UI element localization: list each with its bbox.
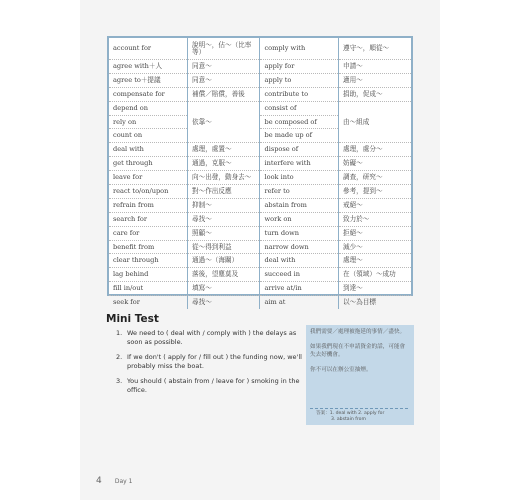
zh-meaning: 參考，提到～ — [339, 185, 412, 199]
mini-test-title: Mini Test — [106, 313, 159, 325]
en-phrase: deal with — [260, 254, 339, 268]
en-phrase: leave for — [109, 171, 188, 185]
zh-meaning: 通過～（海關） — [188, 254, 260, 268]
en-phrase: deal with — [109, 143, 188, 157]
table-row — [109, 171, 411, 185]
en-phrase: apply to — [260, 73, 339, 87]
table-row — [109, 73, 411, 87]
table-row — [109, 226, 411, 240]
table-row — [109, 240, 411, 254]
question-text: You should ( abstain from / leave for ) smoking in the office. — [127, 377, 300, 394]
en-phrase: refrain from — [109, 198, 188, 212]
zh-meaning: 尋找～ — [188, 212, 260, 226]
en-phrase: consist of — [260, 101, 339, 115]
en-phrase: look into — [260, 171, 339, 185]
en-phrase: agree to＋提議 — [109, 73, 188, 87]
zh-meaning: 調查，研究～ — [339, 171, 412, 185]
answer-divider — [310, 408, 408, 409]
phrase-table — [109, 38, 411, 309]
question-item — [116, 377, 306, 395]
zh-meaning: 在（領域）～成功 — [339, 268, 412, 282]
en-phrase: compensate for — [109, 87, 188, 101]
en-phrase: contribute to — [260, 87, 339, 101]
table-row — [109, 60, 411, 74]
zh-meaning: 從～得到利益 — [188, 240, 260, 254]
question-number: 2. — [116, 353, 123, 361]
en-phrase: narrow down — [260, 240, 339, 254]
page-number: 4 — [96, 476, 102, 486]
question-number: 1. — [116, 329, 123, 337]
zh-meaning: 捐助，促成～ — [339, 87, 412, 101]
en-phrase: refer to — [260, 185, 339, 199]
en-phrase: get through — [109, 157, 188, 171]
zh-meaning: 補償／賠償，善後 — [188, 87, 260, 101]
answer-line: 3. abstain from — [331, 416, 366, 422]
table-row — [109, 157, 411, 171]
zh-meaning: 說明～，佔～（比率等） — [188, 38, 260, 60]
en-phrase: lag behind — [109, 268, 188, 282]
en-phrase: agree with＋人 — [109, 60, 188, 74]
zh-meaning: 致力於～ — [339, 212, 412, 226]
answer-key — [316, 411, 384, 422]
en-phrase: rely on — [109, 115, 188, 129]
zh-meaning: 遵守～，順從～ — [339, 38, 412, 60]
day-label: Day 1 — [114, 478, 133, 485]
table-row — [109, 38, 411, 60]
en-phrase: comply with — [260, 38, 339, 60]
zh-meaning: 處理，處置～ — [188, 143, 260, 157]
zh-meaning: 同意～ — [188, 73, 260, 87]
zh-meaning: 落後，望塵莫及 — [188, 268, 260, 282]
zh-meaning: 以～為目標 — [343, 298, 376, 307]
translation-box — [306, 325, 414, 425]
question-item — [116, 329, 306, 347]
table-row — [109, 198, 411, 212]
zh-meaning: 處理，處分～ — [339, 143, 412, 157]
zh-meaning: 抑制～ — [188, 198, 260, 212]
zh-meaning: 適用～ — [339, 73, 412, 87]
zh-meaning: 尋找～ — [188, 296, 260, 309]
table-row — [109, 296, 411, 309]
zh-meaning: 處理～ — [339, 254, 412, 268]
en-phrase: react to/on/upon — [109, 185, 188, 199]
zh-meaning: 申請～ — [339, 60, 412, 74]
zh-meaning: 對～作出反應 — [188, 185, 260, 199]
vocab-table — [107, 36, 413, 307]
table-row — [109, 143, 411, 157]
zh-meaning: 妨礙～ — [339, 157, 412, 171]
table-row — [109, 185, 411, 199]
zh-meaning: 填寫～ — [188, 282, 260, 296]
en-phrase: apply for — [260, 60, 339, 74]
question-text: If we don't ( apply for / fill out ) the funding now, we'll probably miss the boat. — [127, 353, 302, 370]
answer-line: 答案：1. deal with 2. apply for — [316, 411, 385, 416]
table-row — [109, 254, 411, 268]
table-row — [109, 87, 411, 101]
zh-meaning: 同意～ — [188, 60, 260, 74]
mini-test-questions — [116, 329, 306, 401]
question-item — [116, 353, 306, 371]
en-phrase: search for — [109, 212, 188, 226]
en-phrase: turn down — [260, 226, 339, 240]
en-phrase: abstain from — [260, 198, 339, 212]
en-phrase: fill in/out — [109, 282, 188, 296]
table-row — [109, 101, 411, 115]
translation-text: 你不可以在辦公室抽煙。 — [310, 366, 372, 373]
en-phrase: be made up of — [260, 129, 339, 143]
translation-text: 如果我們現在不申請資金的話，可能會失去好機會。 — [310, 343, 406, 358]
en-phrase: depend on — [109, 101, 188, 115]
question-text: We need to ( deal with / comply with ) the delays as soon as possible. — [127, 329, 297, 346]
en-phrase: succeed in — [260, 268, 339, 282]
en-phrase: be composed of — [260, 115, 339, 129]
zh-meaning: 向～出發，動身去～ — [188, 171, 260, 185]
en-phrase: count on — [109, 129, 188, 143]
en-phrase: benefit from — [109, 240, 188, 254]
en-phrase: account for — [109, 38, 188, 60]
en-phrase: interfere with — [260, 157, 339, 171]
en-phrase: clear through — [109, 254, 188, 268]
table-row — [109, 282, 411, 296]
zh-meaning: 到達～ — [339, 282, 412, 296]
en-phrase: work on — [260, 212, 339, 226]
zh-meaning: 減少～ — [339, 240, 412, 254]
table-row — [109, 212, 411, 226]
zh-meaning: 照顧～ — [188, 226, 260, 240]
zh-meaning: 依靠～ — [188, 101, 260, 143]
en-phrase: dispose of — [260, 143, 339, 157]
en-phrase: care for — [109, 226, 188, 240]
en-phrase: aim at — [260, 296, 339, 309]
zh-meaning: 拒絕～ — [339, 226, 412, 240]
page-footer — [96, 468, 132, 487]
zh-meaning: 通過，克服～ — [188, 157, 260, 171]
table-row — [109, 268, 411, 282]
en-phrase: seek for — [109, 296, 188, 309]
question-number: 3. — [116, 377, 123, 385]
zh-meaning: 由～組成 — [339, 101, 412, 143]
translation-text: 我們需要／處理被拖延的事情／盡快。 — [310, 329, 406, 335]
zh-meaning: 戒絕～ — [339, 198, 412, 212]
en-phrase: arrive at/in — [260, 282, 339, 296]
